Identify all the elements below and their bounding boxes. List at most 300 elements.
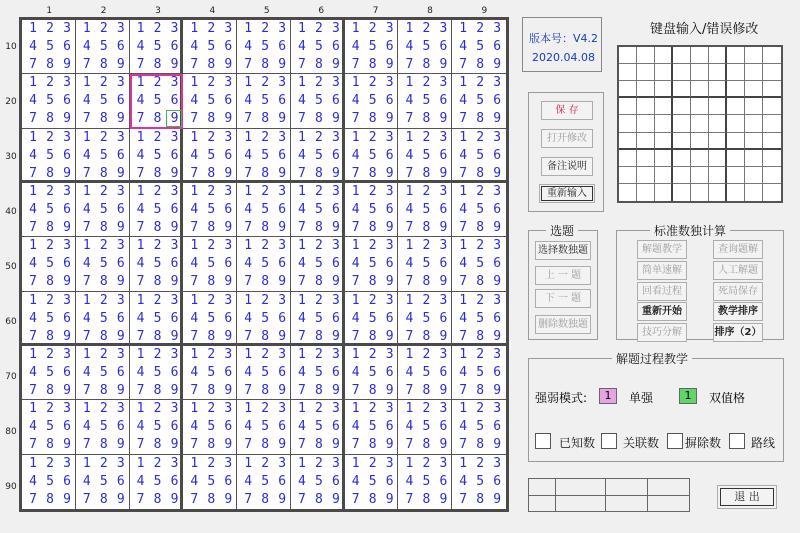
candidate-digit: 3 <box>331 347 340 362</box>
sudoku-cell[interactable] <box>237 237 291 291</box>
candidate-digit: 2 <box>422 238 431 254</box>
sudoku-cell[interactable] <box>22 237 76 291</box>
candidate-digit: 6 <box>170 147 179 163</box>
keyboard-cell[interactable] <box>763 98 781 115</box>
keyboard-cell[interactable] <box>619 98 637 115</box>
candidate-digit: 9 <box>224 274 233 290</box>
sudoku-cell[interactable] <box>291 237 345 291</box>
candidate-digit: 6 <box>116 365 125 380</box>
open-edit-button[interactable]: 打开修改 <box>541 129 593 148</box>
candidate-digit: 6 <box>63 93 71 109</box>
keyboard-cell[interactable] <box>691 115 709 132</box>
sudoku-cell[interactable] <box>22 346 76 400</box>
candidate-digit: 1 <box>459 21 468 36</box>
candidate-digit: 1 <box>82 347 91 362</box>
keyboard-cell[interactable] <box>673 81 691 98</box>
query-solution-button[interactable]: 查询题解 <box>713 240 763 259</box>
sudoku-cell[interactable] <box>291 346 345 400</box>
candidate-digit: 1 <box>29 292 37 308</box>
candidate-digit: 1 <box>405 455 414 471</box>
manual-solve-button[interactable]: 人工解题 <box>713 261 763 280</box>
candidate-digit: 4 <box>136 147 145 163</box>
sudoku-cell[interactable] <box>130 346 184 400</box>
candidate-digit: 2 <box>368 184 377 199</box>
next-sudoku-button[interactable]: 下 一 题 <box>535 289 591 308</box>
sudoku-cell[interactable] <box>345 129 399 183</box>
candidate-digit: 1 <box>244 129 253 145</box>
keyboard-cell[interactable] <box>763 47 781 64</box>
keyboard-cell[interactable] <box>709 184 727 201</box>
keyboard-cell[interactable] <box>637 184 655 201</box>
candidate-digit: 1 <box>190 184 199 199</box>
sudoku-cell[interactable] <box>130 74 184 128</box>
keyboard-cell[interactable] <box>637 98 655 115</box>
keyboard-cell[interactable] <box>619 167 637 184</box>
sudoku-cell[interactable] <box>237 20 291 74</box>
keyboard-cell[interactable] <box>745 64 763 81</box>
keyboard-cell[interactable] <box>691 184 709 201</box>
keyboard-cell[interactable] <box>691 81 709 98</box>
keyboard-cell[interactable] <box>763 184 781 201</box>
sudoku-cell[interactable] <box>22 292 76 346</box>
candidate-digit: 6 <box>63 256 71 272</box>
keyboard-cell[interactable] <box>673 115 691 132</box>
keyboard-cell[interactable] <box>745 150 763 167</box>
sudoku-cell[interactable] <box>76 346 130 400</box>
sudoku-cell[interactable] <box>237 74 291 128</box>
sudoku-cell[interactable] <box>130 237 184 291</box>
keyboard-cell[interactable] <box>691 167 709 184</box>
keyboard-cell[interactable] <box>637 133 655 150</box>
keyboard-cell[interactable] <box>619 133 637 150</box>
keyboard-cell[interactable] <box>709 64 727 81</box>
sudoku-cell[interactable] <box>398 346 452 400</box>
sudoku-cell[interactable] <box>76 400 130 454</box>
candidate-digit: 1 <box>136 21 145 36</box>
keyboard-cell[interactable] <box>745 167 763 184</box>
keyboard-cell[interactable] <box>655 150 673 167</box>
bivalue-mode-box[interactable]: 1 <box>679 388 697 404</box>
row-number: 60 <box>5 316 17 327</box>
sudoku-cell[interactable] <box>345 183 399 237</box>
candidate-digit: 7 <box>405 328 414 344</box>
candidate-digit: 8 <box>476 491 485 507</box>
candidate-digit: 2 <box>207 184 216 199</box>
keyboard-cell[interactable] <box>727 98 745 115</box>
keyboard-cell[interactable] <box>655 47 673 64</box>
sudoku-cell[interactable] <box>291 183 345 237</box>
candidate-digit: 6 <box>493 147 502 163</box>
skill-breakdown-button[interactable]: 技巧分解 <box>637 323 687 342</box>
candidate-digit: 3 <box>278 238 287 254</box>
candidate-digit: 8 <box>261 437 270 453</box>
keyboard-cell[interactable] <box>655 98 673 115</box>
row-number: 20 <box>5 96 17 107</box>
keyboard-cell[interactable] <box>637 150 655 167</box>
keyboard-cell[interactable] <box>637 81 655 98</box>
candidate-digit: 2 <box>476 401 485 417</box>
sudoku-cell[interactable] <box>76 455 130 509</box>
candidate-digit: 4 <box>244 473 253 489</box>
sudoku-cell[interactable] <box>76 129 130 183</box>
keyboard-cell[interactable] <box>745 184 763 201</box>
sudoku-cell[interactable] <box>452 455 506 509</box>
column-number: 5 <box>263 6 270 16</box>
keyboard-cell[interactable] <box>745 98 763 115</box>
keyboard-cell[interactable] <box>655 64 673 81</box>
candidate-digit: 5 <box>153 256 162 272</box>
candidate-digit: 2 <box>314 129 323 145</box>
keyboard-cell[interactable] <box>673 150 691 167</box>
candidate-digit: 8 <box>207 328 216 344</box>
exit-button[interactable]: 退 出 <box>717 485 777 509</box>
keyboard-cell[interactable] <box>763 133 781 150</box>
candidate-digit: 2 <box>99 129 108 145</box>
sudoku-cell[interactable] <box>183 455 237 509</box>
sudoku-cell[interactable] <box>291 129 345 183</box>
keyboard-cell[interactable] <box>691 98 709 115</box>
notes-button[interactable]: 备注说明 <box>541 157 593 176</box>
candidate-digit: 5 <box>368 93 377 109</box>
candidate-digit: 8 <box>476 274 485 290</box>
sudoku-cell[interactable] <box>22 400 76 454</box>
prev-sudoku-button[interactable]: 上 一 题 <box>535 266 591 285</box>
keyboard-cell[interactable] <box>619 64 637 81</box>
candidate-digit: 1 <box>244 292 253 308</box>
candidate-digit: 4 <box>82 419 91 435</box>
candidate-digit: 1 <box>29 75 37 91</box>
keyboard-cell[interactable] <box>709 150 727 167</box>
keyboard-cell[interactable] <box>619 81 637 98</box>
sudoku-cell[interactable] <box>130 20 184 74</box>
sudoku-cell[interactable] <box>291 455 345 509</box>
sudoku-cell[interactable] <box>237 292 291 346</box>
candidate-digit: 8 <box>476 165 485 181</box>
candidate-digit: 7 <box>405 383 414 398</box>
candidate-digit: 7 <box>82 437 91 453</box>
candidate-digit: 3 <box>439 455 448 471</box>
reinput-button[interactable]: 重新输入 <box>539 184 595 203</box>
sudoku-cell[interactable] <box>183 346 237 400</box>
sudoku-cell[interactable] <box>237 346 291 400</box>
dead-save-button[interactable]: 死局保存 <box>713 282 763 301</box>
keyboard-cell[interactable] <box>709 115 727 132</box>
keyboard-cell[interactable] <box>673 167 691 184</box>
candidate-digit: 9 <box>331 274 340 290</box>
candidate-digit: 2 <box>46 238 54 254</box>
candidate-digit: 6 <box>439 256 448 272</box>
sudoku-cell[interactable] <box>237 129 291 183</box>
keyboard-cell[interactable] <box>709 133 727 150</box>
sudoku-cell[interactable] <box>76 183 130 237</box>
sudoku-cell[interactable] <box>76 74 130 128</box>
candidate-digit: 6 <box>278 473 287 489</box>
keyboard-cell[interactable] <box>745 81 763 98</box>
keyboard-cell[interactable] <box>691 150 709 167</box>
sudoku-cell[interactable] <box>452 346 506 400</box>
candidate-digit: 4 <box>82 473 91 489</box>
candidate-digit: 3 <box>224 129 233 145</box>
candidate-digit: 8 <box>99 328 108 344</box>
keyboard-cell[interactable] <box>655 184 673 201</box>
candidate-digit: 2 <box>314 292 323 308</box>
keyboard-cell[interactable] <box>709 47 727 64</box>
keyboard-cell[interactable] <box>727 133 745 150</box>
related-checkbox[interactable] <box>601 433 617 449</box>
candidate-digit: 7 <box>190 383 199 398</box>
candidate-digit: 7 <box>190 111 199 127</box>
restart-button[interactable]: 重新开始 <box>637 302 687 321</box>
sudoku-cell[interactable] <box>130 129 184 183</box>
candidate-digit: 5 <box>422 256 431 272</box>
candidate-digit: 3 <box>493 347 502 362</box>
candidate-digit: 7 <box>351 491 360 507</box>
keyboard-cell[interactable] <box>763 167 781 184</box>
solve-teach-button[interactable]: 解题教学 <box>637 240 687 259</box>
keyboard-cell[interactable] <box>727 81 745 98</box>
sudoku-grid[interactable] <box>19 17 509 512</box>
candidate-digit: 8 <box>422 165 431 181</box>
keyboard-cell[interactable] <box>745 47 763 64</box>
candidate-digit: 6 <box>493 419 502 435</box>
sudoku-cell[interactable] <box>398 129 452 183</box>
keyboard-cell[interactable] <box>655 133 673 150</box>
keyboard-cell[interactable] <box>709 81 727 98</box>
sudoku-cell[interactable] <box>345 74 399 128</box>
sudoku-cell[interactable] <box>291 400 345 454</box>
candidate-digit: 4 <box>190 310 199 326</box>
sudoku-cell[interactable] <box>398 292 452 346</box>
delete-sudoku-button[interactable]: 删除数独题 <box>535 315 591 334</box>
keyboard-cell[interactable] <box>727 184 745 201</box>
sudoku-cell[interactable] <box>130 455 184 509</box>
sudoku-cell[interactable] <box>452 20 506 74</box>
candidate-digit: 4 <box>29 256 37 272</box>
candidate-digit: 1 <box>297 21 306 36</box>
candidate-digit: 7 <box>29 111 37 127</box>
candidate-digit: 4 <box>351 93 360 109</box>
keyboard-cell[interactable] <box>655 115 673 132</box>
sudoku-cell[interactable] <box>183 183 237 237</box>
review-process-button[interactable]: 回看过程 <box>637 282 687 301</box>
sudoku-cell[interactable] <box>291 20 345 74</box>
keyboard-cell[interactable] <box>763 81 781 98</box>
candidate-digit: 8 <box>153 328 162 344</box>
sudoku-cell[interactable] <box>452 400 506 454</box>
candidate-digit: 7 <box>405 437 414 453</box>
version-box <box>522 17 602 72</box>
sudoku-cell[interactable] <box>183 237 237 291</box>
sudoku-cell[interactable] <box>345 455 399 509</box>
teach-sort-button[interactable]: 教学排序 <box>713 302 763 321</box>
keyboard-cell[interactable] <box>709 167 727 184</box>
sudoku-cell[interactable] <box>76 20 130 74</box>
candidate-digit: 7 <box>82 328 91 344</box>
save-button[interactable]: 保 存 <box>541 101 593 120</box>
candidate-digit: 7 <box>405 491 414 507</box>
candidate-digit: 4 <box>29 39 37 54</box>
keyboard-cell[interactable] <box>763 150 781 167</box>
sort2-button[interactable]: 排序（2） <box>713 323 763 342</box>
candidate-digit: 6 <box>439 93 448 109</box>
sudoku-cell[interactable] <box>398 74 452 128</box>
sudoku-cell[interactable] <box>130 400 184 454</box>
candidate-digit: 7 <box>459 437 468 453</box>
eliminated-checkbox[interactable] <box>667 433 683 449</box>
sudoku-cell[interactable] <box>76 237 130 291</box>
candidate-digit: 5 <box>422 419 431 435</box>
sudoku-cell[interactable] <box>22 183 76 237</box>
candidate-digit: 1 <box>405 75 414 91</box>
sudoku-cell[interactable] <box>345 400 399 454</box>
candidate-digit: 3 <box>439 129 448 145</box>
keyboard-cell[interactable] <box>691 64 709 81</box>
keyboard-cell[interactable] <box>673 64 691 81</box>
keyboard-cell[interactable] <box>655 167 673 184</box>
route-checkbox[interactable] <box>729 433 745 449</box>
candidate-digit: 2 <box>261 292 270 308</box>
keyboard-cell[interactable] <box>637 64 655 81</box>
keyboard-cell[interactable] <box>619 47 637 64</box>
keyboard-cell[interactable] <box>673 47 691 64</box>
candidate-digit: 2 <box>207 455 216 471</box>
candidate-digit: 3 <box>63 21 71 36</box>
candidate-digit: 2 <box>207 401 216 417</box>
sudoku-cell[interactable] <box>237 183 291 237</box>
keyboard-cell[interactable] <box>673 184 691 201</box>
keyboard-cell[interactable] <box>691 47 709 64</box>
sudoku-cell[interactable] <box>452 74 506 128</box>
candidate-digit: 9 <box>331 437 340 453</box>
related-label: 关联数 <box>623 436 660 450</box>
sudoku-cell[interactable] <box>22 129 76 183</box>
sudoku-cell[interactable] <box>452 129 506 183</box>
simple-solve-button[interactable]: 简单速解 <box>637 261 687 280</box>
sudoku-cell[interactable] <box>345 237 399 291</box>
candidate-digit: 5 <box>153 473 162 489</box>
column-number: 8 <box>427 6 433 16</box>
candidate-digit: 4 <box>297 310 306 326</box>
sudoku-cell[interactable] <box>183 74 237 128</box>
keyboard-cell[interactable] <box>691 133 709 150</box>
candidate-digit: 4 <box>244 39 253 54</box>
candidate-digit: 6 <box>116 39 125 54</box>
candidate-digit: 8 <box>207 220 216 235</box>
candidate-digit: 3 <box>170 347 179 362</box>
candidate-digit: 6 <box>439 202 448 217</box>
sudoku-cell[interactable] <box>398 455 452 509</box>
candidate-digit: 8 <box>153 165 162 181</box>
sudoku-cell[interactable] <box>398 237 452 291</box>
candidate-digit: 3 <box>439 401 448 417</box>
candidate-digit: 9 <box>224 437 233 453</box>
sudoku-cell[interactable] <box>22 20 76 74</box>
candidate-digit: 1 <box>190 455 199 471</box>
candidate-digit: 1 <box>351 75 360 91</box>
sudoku-cell[interactable] <box>130 292 184 346</box>
keyboard-cell[interactable] <box>655 81 673 98</box>
keyboard-cell[interactable] <box>673 133 691 150</box>
candidate-digit: 1 <box>297 238 306 254</box>
keyboard-cell[interactable] <box>727 64 745 81</box>
candidate-digit: 6 <box>385 202 394 217</box>
candidate-digit: 3 <box>116 401 125 417</box>
keyboard-cell[interactable] <box>619 115 637 132</box>
sudoku-cell[interactable] <box>183 129 237 183</box>
sudoku-cell[interactable] <box>130 183 184 237</box>
sudoku-cell[interactable] <box>22 455 76 509</box>
keyboard-cell[interactable] <box>763 115 781 132</box>
candidate-digit: 3 <box>170 129 179 145</box>
candidate-digit: 6 <box>331 93 340 109</box>
keyboard-cell[interactable] <box>727 167 745 184</box>
keyboard-cell[interactable] <box>637 115 655 132</box>
sudoku-cell[interactable] <box>452 292 506 346</box>
candidate-digit: 8 <box>368 57 377 72</box>
sudoku-cell[interactable] <box>291 74 345 128</box>
keyboard-cell[interactable] <box>727 115 745 132</box>
eliminated-label: 摒除数 <box>685 436 722 450</box>
sudoku-cell[interactable] <box>183 20 237 74</box>
keyboard-cell[interactable] <box>637 47 655 64</box>
sudoku-cell[interactable] <box>398 20 452 74</box>
candidate-digit: 4 <box>136 419 145 435</box>
keyboard-input-grid[interactable] <box>617 45 783 203</box>
strong-mode-box[interactable]: 1 <box>599 388 617 404</box>
candidate-digit: 5 <box>368 473 377 489</box>
candidate-digit: 1 <box>82 75 91 91</box>
candidate-digit: 1 <box>405 401 414 417</box>
keyboard-cell[interactable] <box>727 47 745 64</box>
sudoku-cell[interactable] <box>183 400 237 454</box>
keyboard-cell[interactable] <box>619 184 637 201</box>
choose-sudoku-button[interactable]: 选择数独题 <box>535 241 591 260</box>
sudoku-cell[interactable] <box>452 183 506 237</box>
keyboard-cell[interactable] <box>673 98 691 115</box>
candidate-digit: 7 <box>405 165 414 181</box>
keyboard-cell[interactable] <box>745 115 763 132</box>
sudoku-cell[interactable] <box>345 346 399 400</box>
keyboard-cell[interactable] <box>709 98 727 115</box>
candidate-digit: 8 <box>207 57 216 72</box>
sudoku-cell[interactable] <box>345 292 399 346</box>
sudoku-cell[interactable] <box>76 292 130 346</box>
keyboard-cell[interactable] <box>745 133 763 150</box>
sudoku-cell[interactable] <box>237 455 291 509</box>
sudoku-cell[interactable] <box>237 400 291 454</box>
sudoku-cell[interactable] <box>183 292 237 346</box>
keyboard-cell[interactable] <box>637 167 655 184</box>
candidate-digit: 7 <box>29 491 37 507</box>
sudoku-cell[interactable] <box>22 74 76 128</box>
sudoku-cell[interactable] <box>398 183 452 237</box>
candidate-digit: 7 <box>459 165 468 181</box>
candidate-digit: 6 <box>331 256 340 272</box>
candidate-digit: 5 <box>422 365 431 380</box>
sudoku-cell[interactable] <box>291 292 345 346</box>
candidate-digit: 8 <box>314 437 323 453</box>
keyboard-cell[interactable] <box>619 150 637 167</box>
candidate-digit: 6 <box>493 473 502 489</box>
sudoku-cell[interactable] <box>398 400 452 454</box>
candidate-digit: 1 <box>190 238 199 254</box>
keyboard-cell[interactable] <box>763 64 781 81</box>
candidate-digit: 8 <box>207 491 216 507</box>
sudoku-cell[interactable] <box>452 237 506 291</box>
sudoku-cell[interactable] <box>345 20 399 74</box>
keyboard-cell[interactable] <box>727 150 745 167</box>
known-checkbox[interactable] <box>535 433 551 449</box>
